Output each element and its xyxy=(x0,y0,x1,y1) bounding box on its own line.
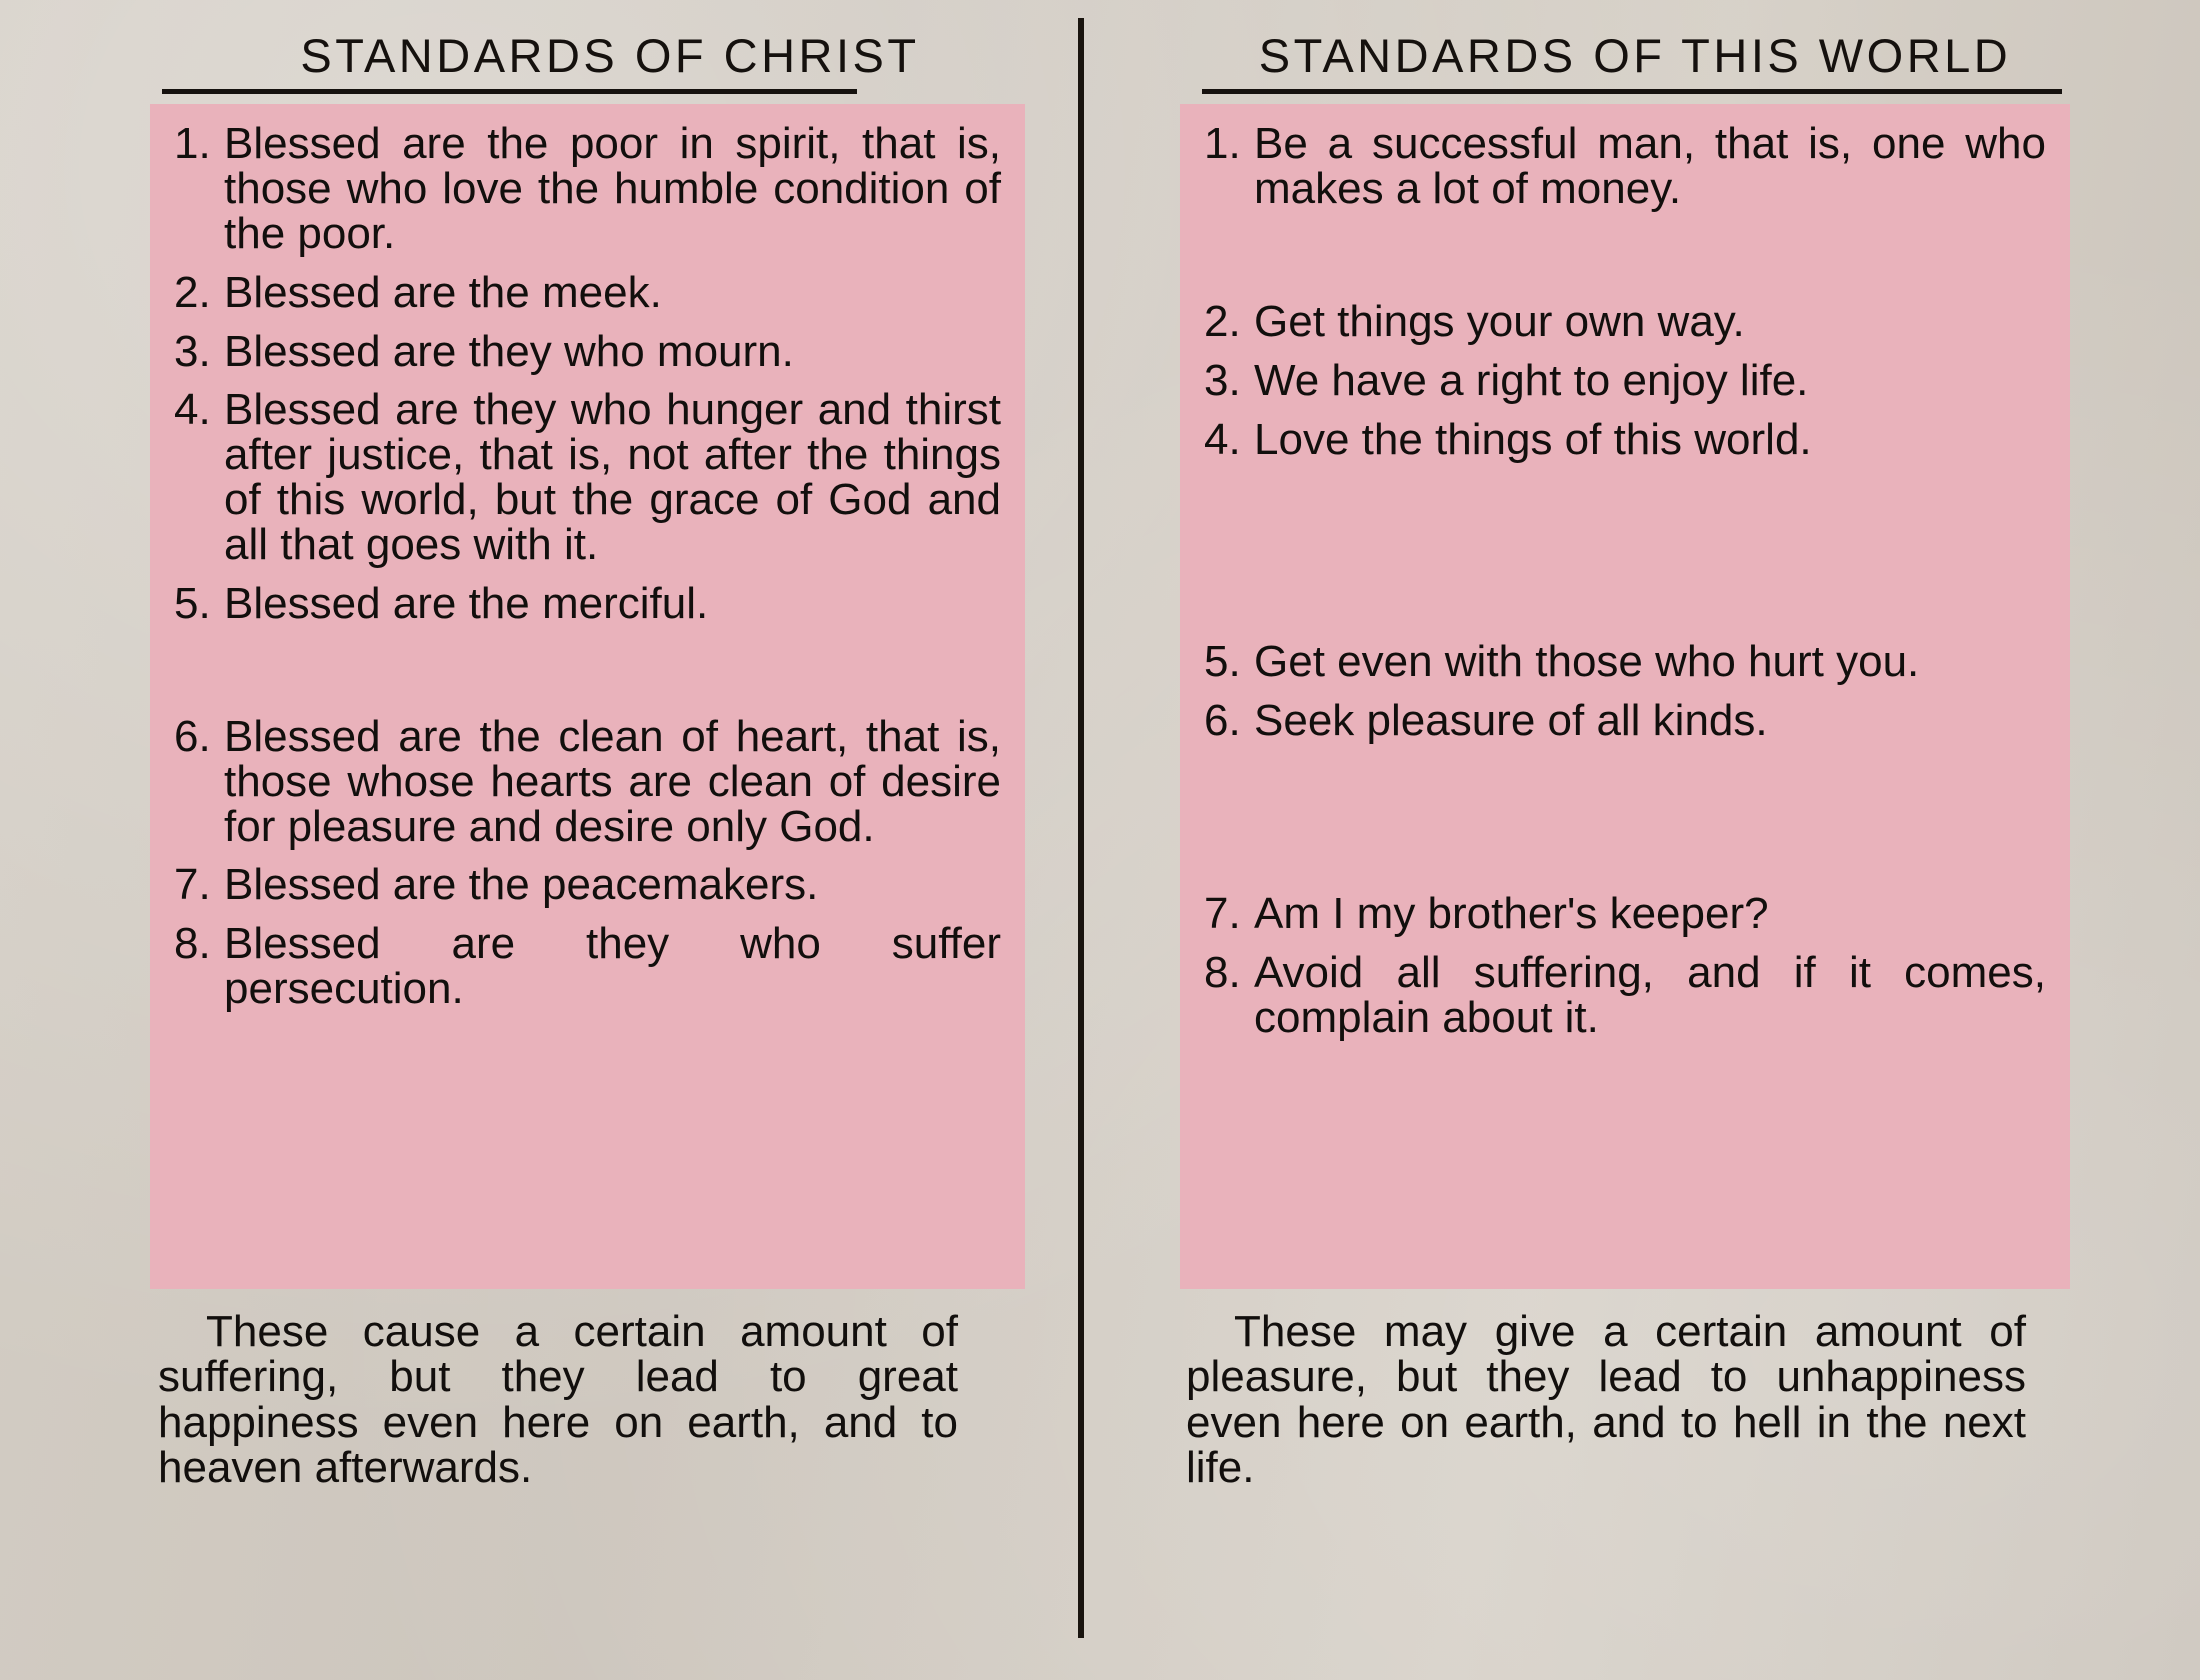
list-item-text: Love the things of this world. xyxy=(1254,414,1812,464)
list-item-text: Be a successful man, that is, one who makes a lot of money. xyxy=(1254,119,2046,213)
list-item-number: 6. xyxy=(1204,696,1241,746)
list-item-text: Am I my brother's keeper? xyxy=(1254,889,1769,939)
right-panel xyxy=(1180,104,2070,1289)
list-item-number: 4. xyxy=(174,385,211,435)
list-item xyxy=(1192,696,2054,746)
right-footnote xyxy=(1186,1309,2026,1490)
list-item-text: Blessed are they who mourn. xyxy=(224,326,794,376)
list-item xyxy=(162,711,1009,851)
list-item-text: Blessed are they who suffer persecution. xyxy=(224,919,1001,1014)
list-item-number: 4. xyxy=(1204,414,1241,464)
right-footnote-text: These may give a certain amount of pleasure, but they lead to unhappiness even here on earth, and to hell in the next life. xyxy=(1186,1307,2026,1492)
left-panel xyxy=(150,104,1025,1289)
list-item-text: Blessed are the meek. xyxy=(224,267,662,317)
list-item-text: Blessed are the peacemakers. xyxy=(224,860,819,910)
list-item-text: Blessed are the merciful. xyxy=(224,578,709,628)
right-list xyxy=(1192,119,2054,1042)
list-item-number: 8. xyxy=(1204,948,1241,997)
list-item-number: 7. xyxy=(174,860,211,910)
list-spacer xyxy=(1192,226,2054,286)
list-item-text: Blessed are they who hunger and thirst after justice, that is, not after the things of this world, but the grace of God and all that goes with it. xyxy=(224,385,1001,569)
list-item xyxy=(1192,948,2054,1042)
list-item-text: Blessed are the poor in spirit, that is, those who love the humble condition of the poor. xyxy=(224,119,1001,258)
list-item xyxy=(162,385,1009,569)
list-item-number: 8. xyxy=(174,919,211,969)
list-spacer xyxy=(1192,476,2054,626)
left-title-underline xyxy=(162,89,857,94)
list-item xyxy=(1192,119,2054,213)
list-item xyxy=(1192,414,2054,464)
left-footnote-text: These cause a certain amount of suffering, but they lead to great happiness even here on earth, and to heaven afterwards. xyxy=(158,1307,958,1492)
list-item xyxy=(1192,637,2054,687)
list-item-number: 6. xyxy=(174,711,211,761)
list-item-number: 2. xyxy=(1204,296,1241,346)
list-item-number: 5. xyxy=(1204,637,1241,687)
list-item-number: 1. xyxy=(174,119,211,168)
list-item-number: 3. xyxy=(174,326,211,376)
list-item xyxy=(1192,296,2054,346)
list-item-number: 2. xyxy=(174,267,211,317)
left-column-title: STANDARDS OF CHRIST xyxy=(300,29,920,82)
left-footnote xyxy=(158,1309,958,1490)
list-item xyxy=(162,119,1009,258)
list-item-text: Blessed are the clean of heart, that is, those whose hearts are clean of desire for pleasure and desire only God. xyxy=(224,711,1001,851)
list-spacer xyxy=(162,641,1009,701)
list-item xyxy=(162,267,1009,317)
list-item xyxy=(162,578,1009,628)
list-item xyxy=(162,919,1009,1014)
list-spacer xyxy=(1192,758,2054,878)
list-item-number: 7. xyxy=(1204,889,1241,939)
list-item xyxy=(1192,889,2054,939)
list-item xyxy=(162,326,1009,376)
left-list xyxy=(162,119,1009,1014)
list-item-text: We have a right to enjoy life. xyxy=(1254,355,1809,405)
list-item-text: Get things your own way. xyxy=(1254,296,1745,346)
list-item-number: 3. xyxy=(1204,355,1241,405)
list-item xyxy=(162,860,1009,910)
right-column-title: STANDARDS OF THIS WORLD xyxy=(1258,29,2012,82)
list-item-text: Get even with those who hurt you. xyxy=(1254,637,1920,687)
list-item-number: 1. xyxy=(1204,119,1241,168)
right-title-underline xyxy=(1202,89,2062,94)
column-divider xyxy=(1078,18,1084,1638)
list-item-number: 5. xyxy=(174,578,211,628)
list-item xyxy=(1192,355,2054,405)
right-column xyxy=(1100,0,2200,1680)
list-item-text: Avoid all suffering, and if it comes, complain about it. xyxy=(1254,948,2046,1042)
list-item-text: Seek pleasure of all kinds. xyxy=(1254,696,1768,746)
